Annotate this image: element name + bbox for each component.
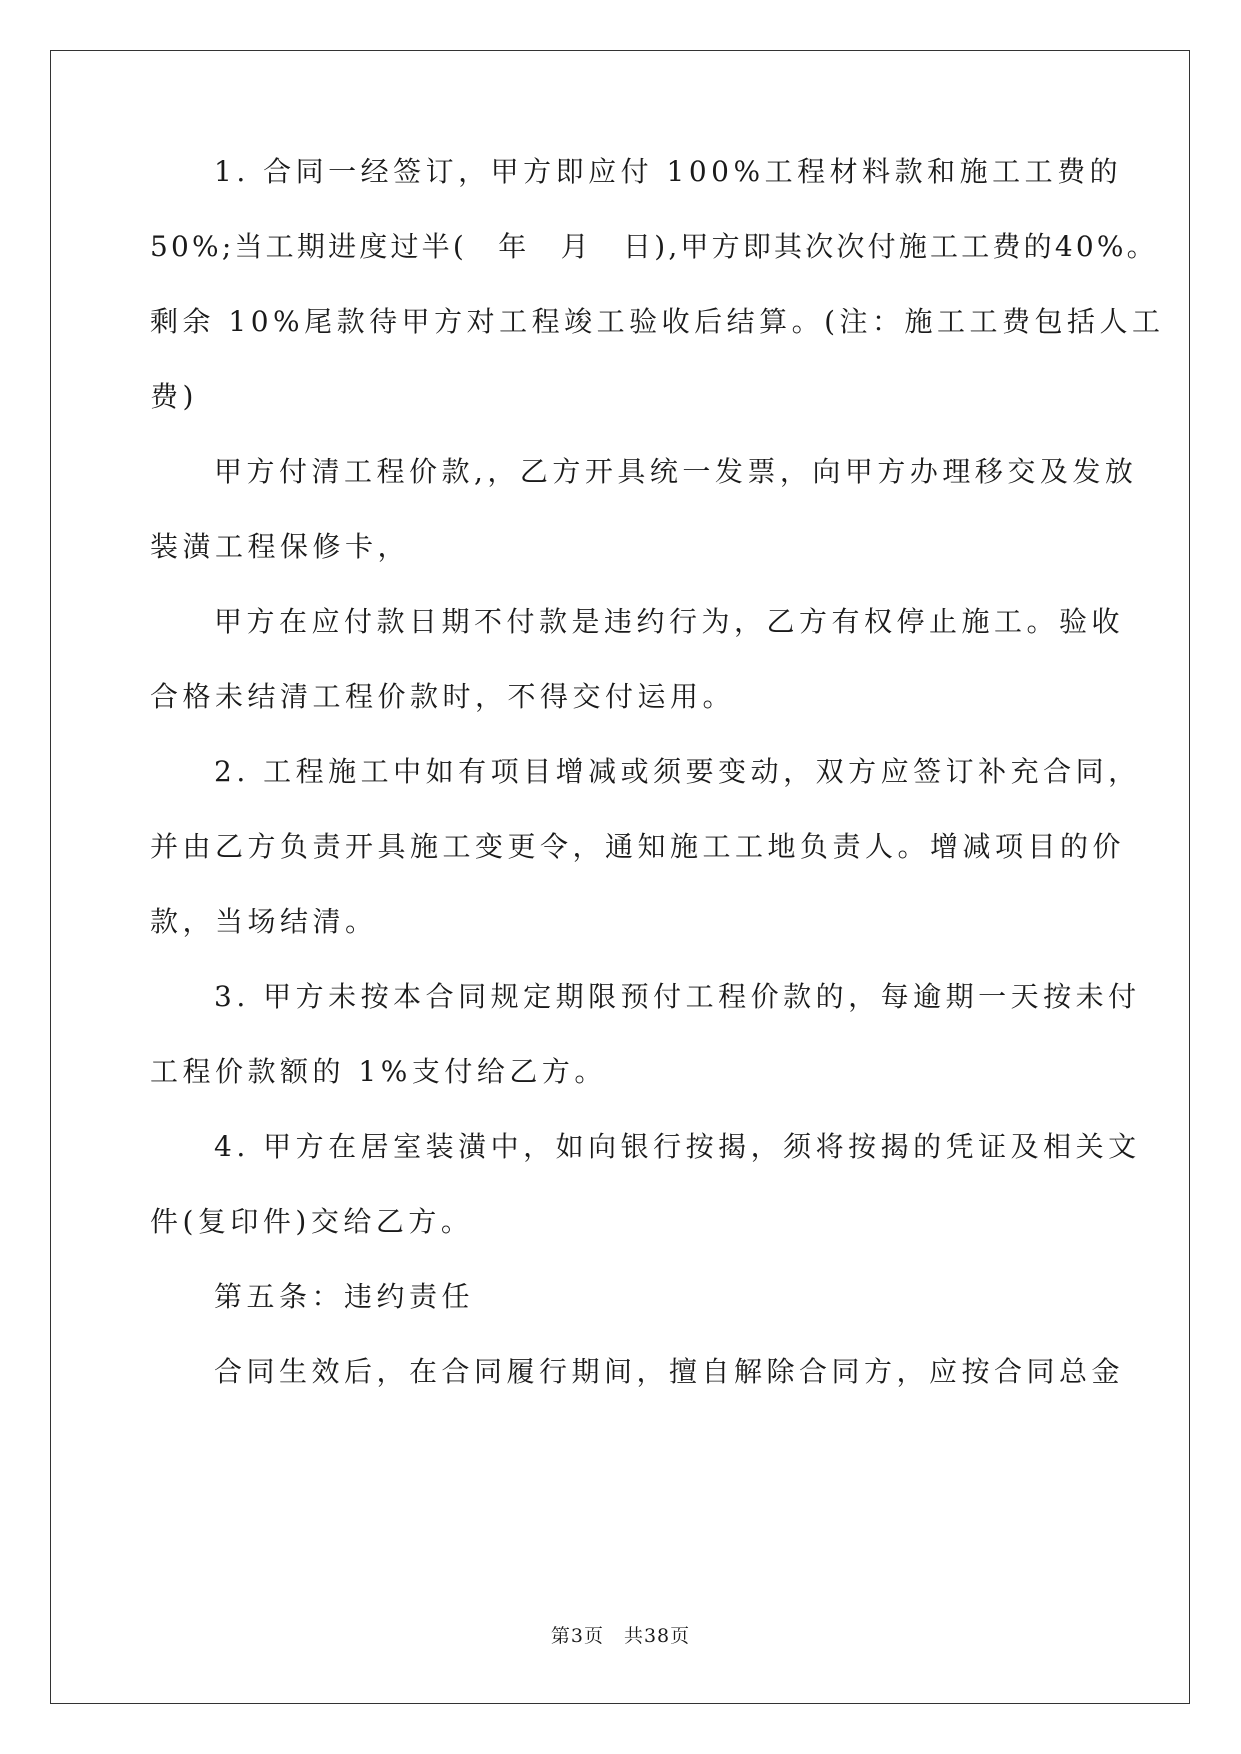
paragraph-5-line-1: 3. 甲方未按本合同规定期限预付工程价款的，每逾期一天按未付 (214, 980, 1141, 1013)
paragraph-1-line-3: 剩余 10%尾款待甲方对工程竣工验收后结算。(注：施工工费包括人工 (150, 305, 1165, 338)
paragraph-1-line-2: 50%;当工期进度过半( 年 月 日),甲方即其次次付施工工费的40%。 (150, 230, 1158, 263)
paragraph-4-line-1: 2. 工程施工中如有项目增减或须要变动，双方应签订补充合同， (214, 755, 1141, 788)
paragraph-1-line-4: 费) (150, 380, 198, 413)
page-number-footer: 第3页 共38页 (550, 1625, 691, 1647)
paragraph-4-line-2: 并由乙方负责开具施工变更令，通知施工工地负责人。增减项目的价 (150, 830, 1126, 863)
paragraph-6-line-1: 4. 甲方在居室装潢中，如向银行按揭，须将按揭的凭证及相关文 (214, 1130, 1141, 1163)
paragraph-7-line-1: 合同生效后，在合同履行期间，擅自解除合同方，应按合同总金 (214, 1355, 1125, 1388)
paragraph-5-line-2: 工程价款额的 1%支付给乙方。 (150, 1055, 607, 1088)
paragraph-3-line-1: 甲方在应付款日期不付款是违约行为，乙方有权停止施工。验收 (214, 605, 1125, 638)
page-border (50, 50, 1190, 1704)
section-heading: 第五条：违约责任 (214, 1280, 475, 1313)
paragraph-2-line-2: 装潢工程保修卡， (150, 530, 411, 563)
paragraph-1-line-1: 1. 合同一经签订，甲方即应付 100%工程材料款和施工工费的 (214, 155, 1123, 188)
paragraph-3-line-2: 合格未结清工程价款时，不得交付运用。 (150, 680, 736, 713)
paragraph-6-line-2: 件(复印件)交给乙方。 (150, 1205, 474, 1238)
paragraph-4-line-3: 款，当场结清。 (150, 905, 378, 938)
paragraph-2-line-1: 甲方付清工程价款,，乙方开具统一发票，向甲方办理移交及发放 (214, 455, 1138, 488)
